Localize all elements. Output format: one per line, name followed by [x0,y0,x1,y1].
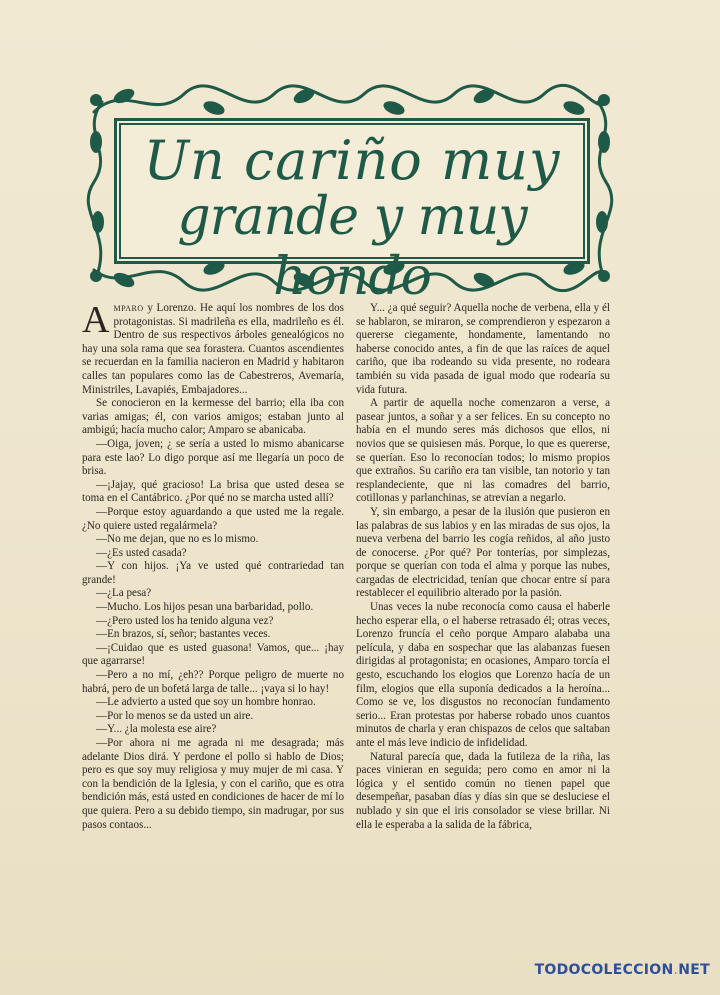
body-paragraph: Natural parecía que, dada la futileza de la riña, las paces vinieran en seguida; pero como en amor ni la lógica y el sentido común no tienen papel que desempeñar, pasaban días y días sin que se desluciese el nublado y sin que el iris consolador se viese brillar. Ni ella le esperaba a la salida de la fábrica, [356,750,610,831]
left-text-column [82,299,344,832]
dialogue-line: —Oiga, joven; ¿ se sería a usted lo mismo abanicarse para este lao? Lo digo porque así me llegaría un poco de brisa. [82,437,344,478]
title-panel [114,118,590,307]
dialogue-line: —¿Pero usted los ha tenido alguna vez? [96,614,274,627]
body-paragraph: Y, sin embargo, a pesar de la ilusión que pusieron en las palabras de sus labios y en las miradas de sus ojos, la nueva verbena del barrio les cogía reñidos, al año justo de conocerse. ¿Por qué? Por tonterías, por simplezas, porque se querían con toda el alma y porque las nubes, cargadas de electricidad, tenían que chocar entre sí para restablecer el equilibrio alterado por la pasión. [356,505,610,600]
title-ornamental-frame [84,82,616,307]
body-paragraph: Se conocieron en la kermesse del barrio; ella iba con varias amigas; él, con varios amigos; estaban junto al ambigú; hacía mucho calor; Amparo se abanicaba. [82,397,344,437]
dialogue-line: —Y con hijos. ¡Ya ve usted qué contrariedad tan grande! [82,560,344,586]
article-title-line-1: Un cariño muy [143,129,561,192]
right-text-column [356,302,610,832]
dialogue-line: —¡Cuidao que es usted guasona! Vamos, que... ¡hay que agarrarse! [82,641,344,668]
watermark-dot: . [673,962,679,978]
dialogue-line: —Mucho. Los hijos pesan una barbaridad, pollo. [96,601,314,614]
article-title-line-2: grande y muy hondo [177,187,527,307]
dialogue-line: —No me dejan, que no es lo mismo. [96,533,259,546]
opening-paragraph [82,299,344,397]
body-paragraph: Unas veces la nube reconocía como causa el haberle hecho esperar ella, o el haberse retrasado él; otras veces, Lorenzo fruncía el ceño porque Amparo alababa una película, y daba en sospechar que las alabanzas fuesen dirigidas al protagonista; en ocasiones, Amparo torcía el gesto, escuchando los elogios que Lorenzo hacía de un film, elogios que ella suponía dedicados a la heroína... Como se ve, los disgustos no reconocían fundamento serio... Eran protestas por haberse robado unos cuantos minutos de charla y eran chispazos de celos que saltaban ante el más leve indicio de infidelidad. [356,601,610,749]
drop-cap: A [82,299,110,341]
dialogue-line: —Por lo menos se da usted un aire. [96,709,254,722]
dialogue-line: —¿Es usted casada? [96,546,187,559]
opening-words: mparo [113,302,144,314]
dialogue-line: —Y... ¿la molesta ese aire? [96,723,217,736]
watermark-brand: TODOCOLECCION [534,962,674,978]
dialogue-line: —Pero a no mí, ¿eh?? Porque peligro de muerte no habrá, pero de un bofetá larga de talle... ¡vaya si lo hay! [82,669,344,695]
body-paragraph: Y... ¿a qué seguir? Aquella noche de verbena, ella y él se hablaron, se miraron, se comprendieron y espezaron a quererse ciegamente, hondamente, lamentando no haberse conocido antes, a fin de que las raíces de aquel cariño, que iba rodeando su vida presente, no rodeara también su vida pasada de igual modo que rodearía su vida futura. [356,302,610,396]
dialogue-line: —¡Jajay, qué gracioso! La brisa que usted desea se toma en el Cantábrico. ¿Por qué no se marcha usted allí? [82,478,344,505]
dialogue-line: —Por ahora ni me agrada ni me desagrada; más adelante Dios dirá. Y perdone el pollo si hablo de Dios; pero es que soy muy religiosa y muy mujer de mi casa. Y con la bendición de la Iglesia, y con el cariño, que es otra bendición más, está usted en condiciones de hacer de mí lo que quiera. Pero a su debido tiempo, sin madrugar, por sus pasos contaos... [82,737,344,831]
watermark-suffix: NET [678,962,710,978]
site-watermark [535,962,710,978]
dialogue-line: —Porque estoy aguardando a que usted me la regale. ¿No quiere usted regalármela? [82,505,344,532]
dialogue-line: —¿La pesa? [96,587,152,600]
opening-text: y Lorenzo. He aquí los nombres de los dos protagonistas. Si madrileña es ella, madrileño es él. Dentro de sus respectivos árboles genealógicos no hay una sola rama que sea forastera. Cuantos ascendientes se recuerdan en la familia nacieron en Madrid y habitaron calles tan populares como las de Cabestreros, Avemaría, Ministriles, Lavapiés, Embajadores... [82,302,344,396]
dialogue-line: —Le advierto a usted que soy un hombre honrao. [96,696,316,709]
body-paragraph: A partir de aquella noche comenzaron a verse, a pasear juntos, a soñar y a ser felices. En su concepto no había en el mundo seres más dichosos que ellos, ni novios que se quisiesen más. Porque, lo que es quererse, se querían. Eso lo reconocían todos; lo mismo propios que extraños. Su cariño era tan visible, tan notorio y tan resplandeciente, que ni las comadres del barrio, cotillonas y parlanchinas, se atrevían a negarlo. [356,397,610,505]
dialogue-line: —En brazos, sí, señor; bastantes veces. [96,628,271,641]
